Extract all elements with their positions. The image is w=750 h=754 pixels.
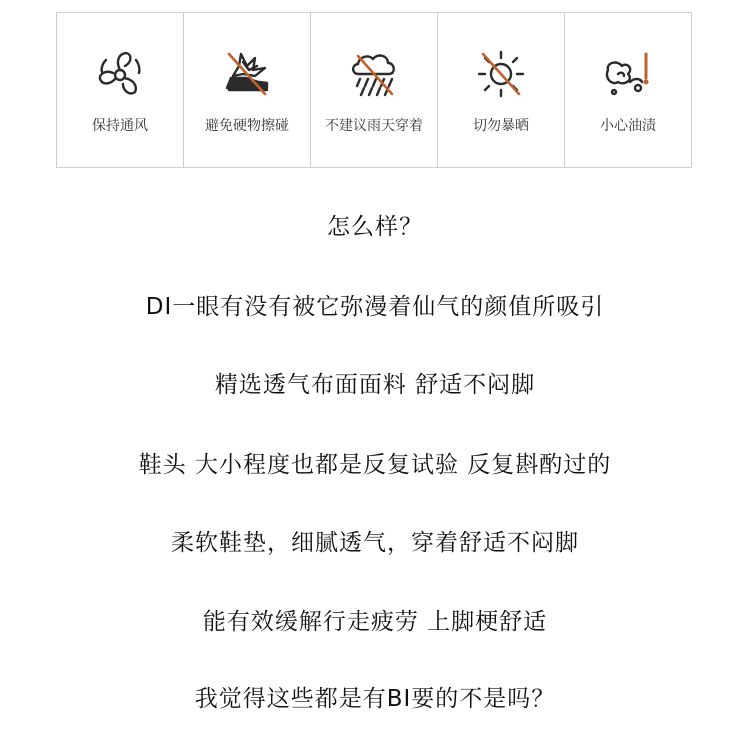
- no-rain-icon: [343, 47, 405, 101]
- care-item-ventilation: [57, 13, 184, 167]
- description-line: 鞋头 大小程度也都是反复试验 反复斟酌过的: [138, 452, 612, 478]
- care-item-no-rain: [311, 13, 438, 167]
- description-line: 柔软鞋垫，细腻透气，穿着舒适不闷脚: [171, 530, 579, 556]
- no-hard-object-icon: [216, 47, 278, 101]
- no-sun-icon: [470, 47, 532, 101]
- care-item-no-sun: [438, 13, 565, 167]
- fan-icon: [89, 47, 151, 101]
- description-line: DI一眼有没有被它弥漫着仙气的颜值所吸引: [145, 294, 605, 320]
- care-item-avoid-hard-objects: [184, 13, 311, 167]
- care-label: 切勿暴晒: [473, 117, 529, 133]
- oil-stain-icon: [597, 47, 659, 101]
- care-label: 避免硬物擦碰: [205, 117, 289, 133]
- description-line: 我觉得这些都是有BI要的不是吗？: [194, 686, 556, 712]
- care-label: 小心油渍: [600, 117, 656, 133]
- description-line: 能有效缓解行走疲劳 上脚梗舒适: [202, 609, 548, 635]
- description-line: 精选透气布面面料 舒适不闷脚: [214, 372, 536, 398]
- care-label: 保持通风: [92, 117, 148, 133]
- care-instructions-panel: [56, 12, 692, 168]
- care-item-oil-stains: [565, 13, 691, 167]
- description-line: 怎么样？: [327, 214, 423, 240]
- care-label: 不建议雨天穿着: [325, 117, 423, 133]
